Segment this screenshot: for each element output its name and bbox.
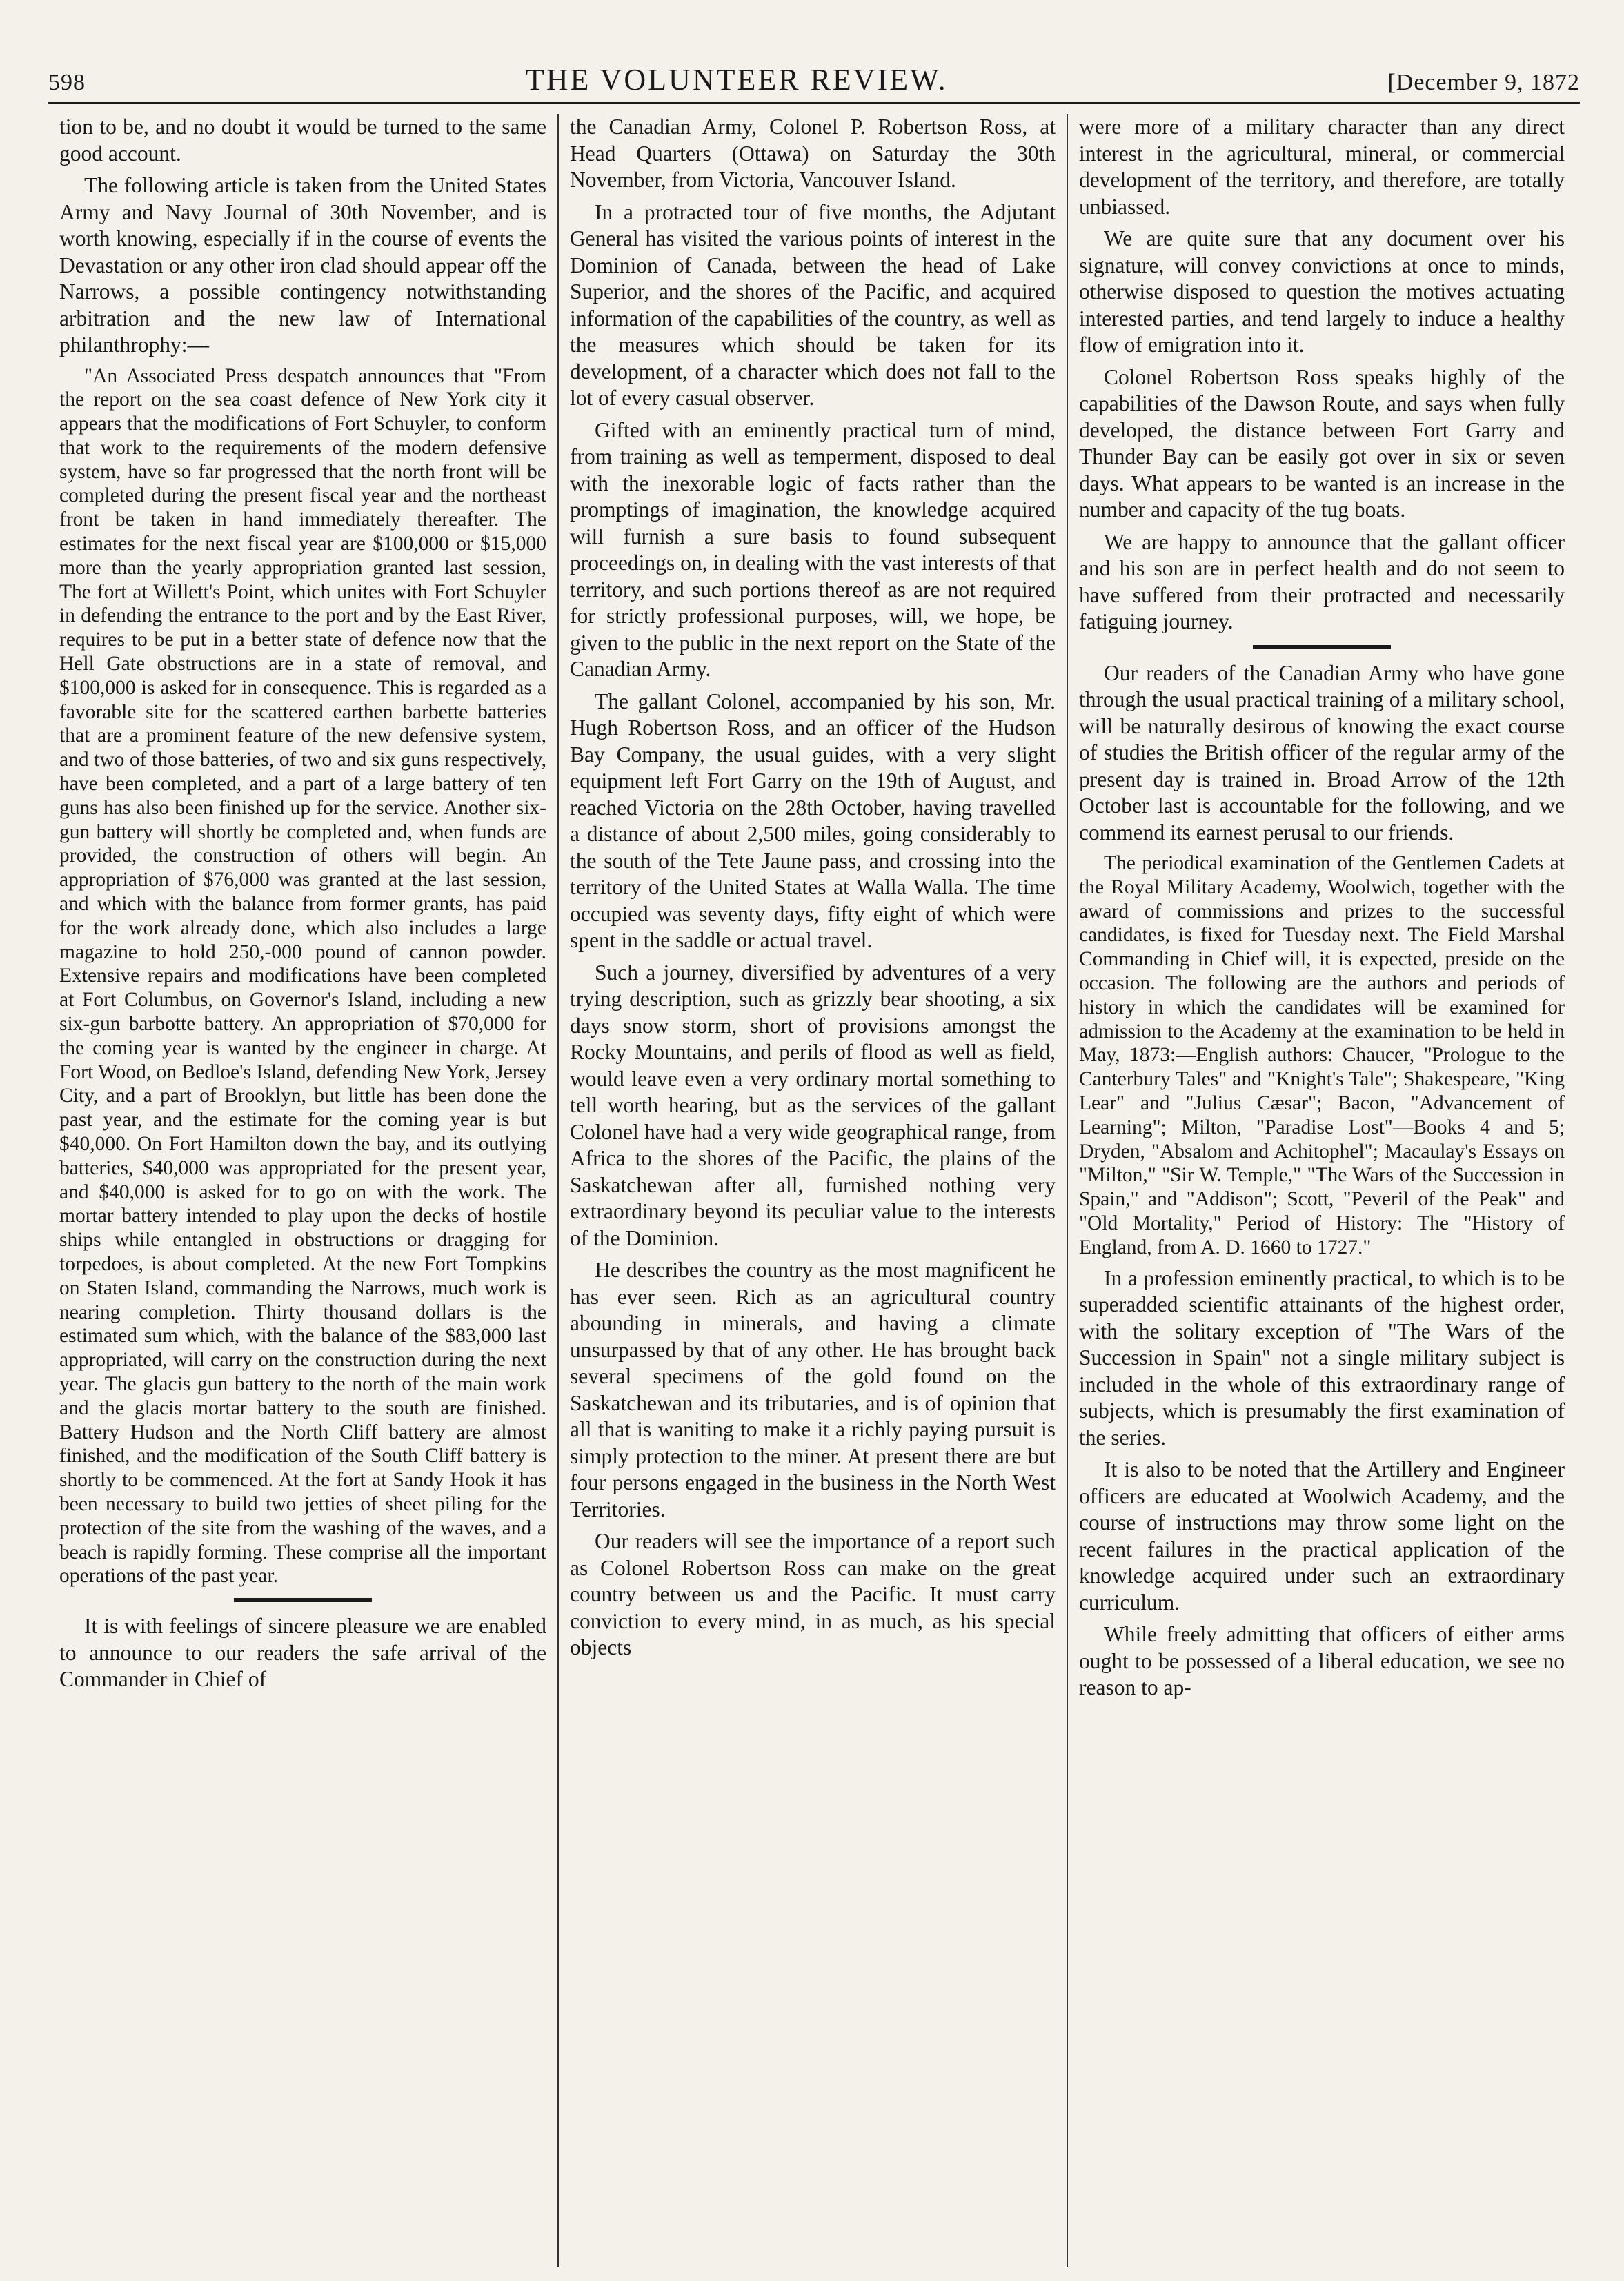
paragraph: The gallant Colonel, accompanied by his son, Mr. Hugh Robertson Ross, and an officer of the Hudson Bay Company, the usual guides, with a very slight equipment left Fort Garry on the 19th of August, and reached Victoria on the 28th October, having travelled a distance of about 2,500 miles, going considerably to the south of the Tete Jaune pass, and crossing into the territory of the United States at Walla Walla. The time occupied was seventy days, fifty eight of which were spent in the saddle or actual travel.: [570, 689, 1056, 952]
paragraph: We are quite sure that any document over his signature, will convey convictions at once to minds, otherwise disposed to question the motives actuating interested parties, and tend largely to induce a healthy flow of emigration into it.: [1079, 226, 1565, 357]
quoted-article: The periodical examination of the Gentlemen Cadets at the Royal Military Academy, Woolwich, together with the award of commissions and prizes to the successful candidates, is fixed for Tuesday next. The Field Marshal Commanding in Chief will, it is expected, preside on the occasion. The following are the authors and periods of history in which the candidates will be examined for admission to the Academy at the examination to be held in May, 1873:—English authors: Chaucer, "Prologue to the Canterbury Tales" and "Knight's Tale"; Shakespeare, "King Lear" and "Julius Cæsar"; Bacon, "Advancement of Learning"; Milton, "Paradise Lost"—Books 4 and 5; Dryden, "Absalom and Achitophel"; Macaulay's Essays on "Milton," "Sir W. Temple," "The Wars of the Succession in Spain," and "Addison"; Scott, "Peveril of the Peak" and "Old Mortality," Period of History: The "History of England, from A. D. 1660 to 1727.": [1079, 852, 1565, 1258]
paragraph: tion to be, and no doubt it would be turned to the same good account.: [59, 115, 546, 166]
text-columns: [48, 114, 1580, 2267]
paragraph: In a protracted tour of five months, the Adjutant General has visited the various points of interest in the Dominion of Canada, between the head of Lake Superior, and the shores of the Pacific, and acquired information of the capabilities of the country, as well as the measures which should be taken for its development, of a character which does not fall to the lot of every casual observer.: [570, 199, 1056, 410]
paragraph: It is with feelings of sincere pleasure we are enabled to announce to our readers the safe arrival of the Commander in Chief of: [59, 1614, 546, 1692]
column-2: [557, 114, 1067, 2267]
paragraph: Such a journey, diversified by adventures of a very trying description, such as grizzly bear shooting, a six days snow storm, short of provisions amongst the Rocky Mountains, and perils of flood as well as field, would leave even a very ordinary mortal something to tell worth hearing, but as the services of the gallant Colonel have had a very wide geographical range, from Africa to the shores of the Pacific, the plains of the Saskatchewan after all, furnished nothing very extraordinary beyond its peculiar value to the interests of the Dominion.: [570, 960, 1056, 1250]
column-1: [48, 114, 557, 2267]
paragraph: Colonel Robertson Ross speaks highly of the capabilities of the Dawson Route, and says when fully developed, the distance between Fort Garry and Thunder Bay can be easily got over in six or seven days. What appears to be wanted is an increase in the number and capacity of the tug boats.: [1079, 364, 1565, 522]
paragraph: Our readers of the Canadian Army who have gone through the usual practical training of a military school, will be naturally desirous of knowing the exact course of studies the British officer of the regular army of the present day is trained in. Broad Arrow of the 12th October last is accountable for the following, and we commend its earnest perusal to our friends.: [1079, 660, 1565, 845]
issue-date: [December 9, 1872: [1387, 70, 1580, 95]
paragraph: In a profession eminently practical, to which is to be superadded scientific attainants of the highest order, with the solitary exception of "The Wars of the Succession in Spain" not a single military subject is included in the whole of this extraordinary range of subjects, which is presumably the first examination of the series.: [1079, 1265, 1565, 1450]
paragraph: Our readers will see the importance of a report such as Colonel Robertson Ross can make on the great country between us and the Pacific. It must carry conviction to every mind, in as much, as his special objects: [570, 1529, 1056, 1659]
column-3: [1067, 114, 1576, 2267]
section-divider: [234, 1598, 372, 1602]
paragraph: The following article is taken from the United States Army and Navy Journal of 30th November, and is worth knowing, especially if in the course of events the Devastation or any other iron clad should appear off the Narrows, a possible contingency notwithstanding arbitration and the new law of International philanthrophy:—: [59, 173, 546, 357]
publication-title: THE VOLUNTEER REVIEW.: [525, 63, 948, 97]
page-number: 598: [48, 70, 86, 95]
page-header: [48, 62, 1580, 104]
paragraph: It is also to be noted that the Artillery and Engineer officers are educated at Woolwich Academy, and the course of instructions may throw some light on the recent failures in the practical application of the knowledge acquired under such an extraordinary curriculum.: [1079, 1457, 1565, 1615]
paragraph: the Canadian Army, Colonel P. Robertson Ross, at Head Quarters (Ottawa) on Saturday the 30th November, from Victoria, Vancouver Island.: [570, 115, 1056, 192]
paragraph: We are happy to announce that the gallant officer and his son are in perfect health and do not seem to have suffered from their protracted and necessarily fatiguing journey.: [1079, 529, 1565, 633]
paragraph: He describes the country as the most magnificent he has ever seen. Rich as an agricultural country abounding in minerals, and having a climate unsurpassed by that of any other. He has brought back several specimens of the gold found on the Saskatchewan and its tributaries, and is of opinion that all that is waniting to make it a richly paying pursuit is simply protection to the miner. At present there are but four persons engaged in the business in the North West Territories.: [570, 1258, 1056, 1521]
paragraph: Gifted with an eminently practical turn of mind, from training as well as temperment, disposed to deal with the inexorable logic of facts rather than the promptings of imagination, the knowledge acquired will furnish a sure basis to found subsequent proceedings on, in dealing with the vast interests of that territory, and such portions thereof as are not required for strictly professional purposes, will, we hope, be given to the public in the next report on the State of the Canadian Army.: [570, 417, 1056, 681]
paragraph: were more of a military character than any direct interest in the agricultural, mineral, or commercial development of the territory, and therefore, are totally unbiassed.: [1079, 115, 1565, 219]
paragraph: While freely admitting that officers of either arms ought to be possessed of a liberal education, we see no reason to ap-: [1079, 1622, 1565, 1700]
section-divider: [1253, 645, 1391, 649]
quoted-article: "An Associated Press despatch announces that "From the report on the sea coast defence of New York city it appears that the modifications of Fort Schuyler, to conform that work to the requirements of the modern defensive system, have so far progressed that the north front will be completed during the present fiscal year and the northeast front be taken in hand immediately thereafter. The estimates for the next fiscal year are $100,000 or $15,000 more than the yearly appropriation granted last session, The fort at Willett's Point, which unites with Fort Schuyler in defending the entrance to the port and by the East River, requires to be put in a better state of defence now that the Hell Gate obstructions are in a state of removal, and $100,000 is asked for in consequence. This is regarded as a favorable site for the scattered earthen barbette batteries that are a prominent feature of the new defensive system, and two of those batteries, of two and six guns respectively, have been completed, and a part of a large battery of ten guns has also been finished up for the service. Another six-gun battery will shortly be completed and, when funds are provided, the construction of others will begin. An appropriation of $76,000 was granted at the last session, and which with the balance from former grants, has paid for the work already done, which also includes a large magazine to hold 250,-000 pound of cannon powder. Extensive repairs and modifications have been completed at Fort Columbus, on Governor's Island, including a new six-gun barbotte battery. An appropriation of $70,000 for the coming year is wanted by the engineer in charge. At Fort Wood, on Bedloe's Island, defending New York, Jersey City, and a part of Brooklyn, but little has been done the past year, and the estimate for the coming year is but $40,000. On Fort Hamilton down the bay, and its outlying batteries, $40,000 was appropriated for the present year, and $40,000 is asked for to go on with the work. The mortar battery intended to play upon the decks of hostile ships while entangled in obstructions or dragging for torpedoes, is about completed. At the new Fort Tompkins on Staten Island, commanding the Narrows, much work is nearing completion. Thirty thousand dollars is the estimated sum which, with the balance of the $83,000 last appropriated, will carry on the construction during the next year. The glacis gun battery to the north of the main work and the glacis mortar battery to the south are finished. Battery Hudson and the North Cliff battery are almost finished, and the modification of the South Cliff battery is shortly to be commenced. At the fort at Sandy Hook it has been necessary to build two jetties of sheet piling for the protection of the site from the washing of the waves, and a beach is rapidly forming. These comprise all the important operations of the past year.: [59, 364, 546, 1588]
